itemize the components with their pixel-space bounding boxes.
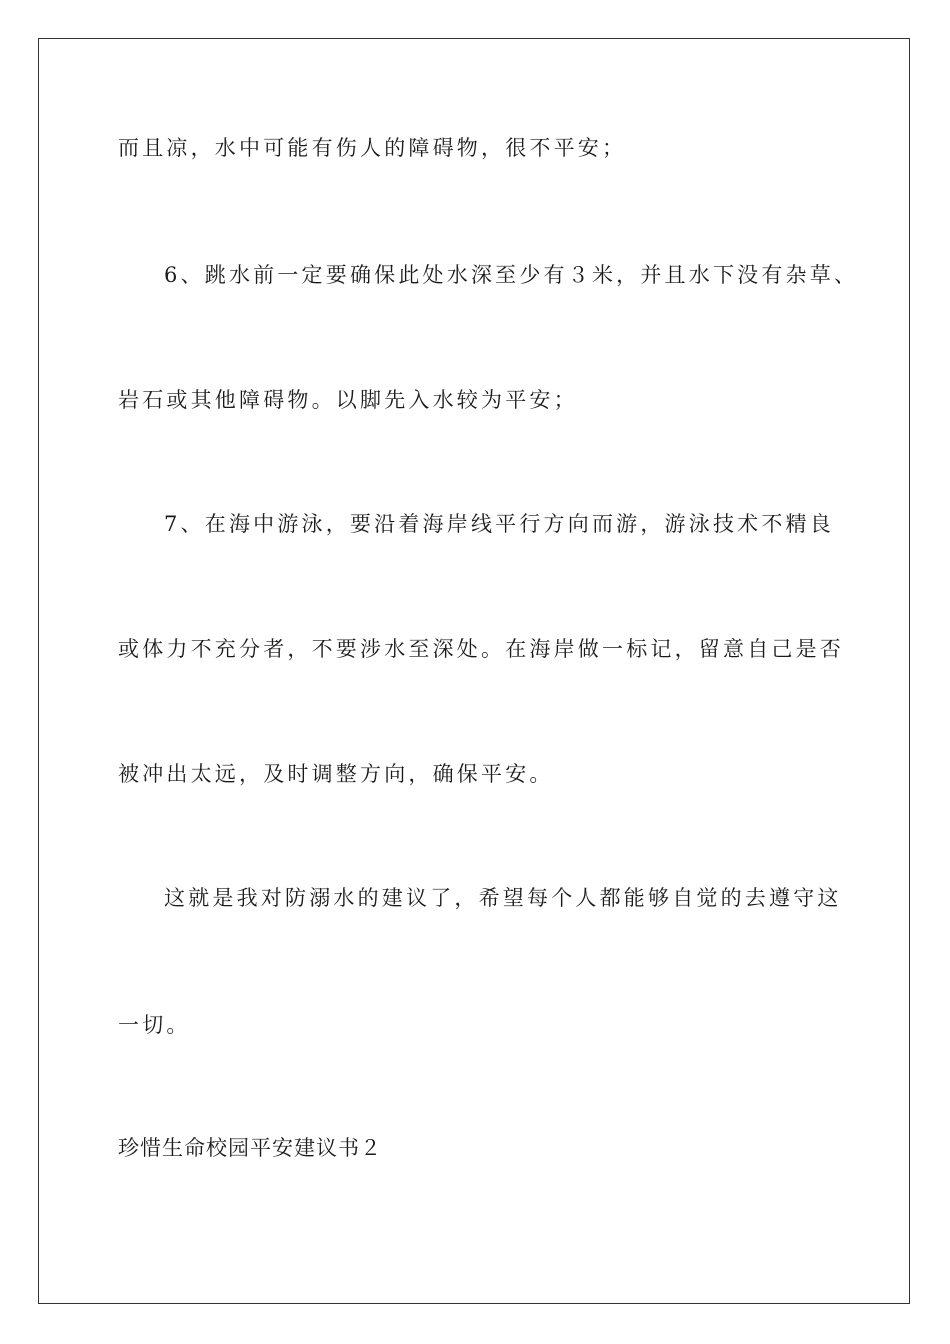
paragraph-line-8: 一切。 [118,1013,191,1037]
paragraph-line-5: 或体力不充分者，不要涉水至深处。在海岸做一标记，留意自己是否 [118,637,844,661]
page-border [38,38,910,1304]
paragraph-line-1: 而且凉，水中可能有伤人的障碍物，很不平安； [118,136,627,160]
paragraph-line-3: 岩石或其他障碍物。以脚先入水较为平安； [118,388,578,412]
section-heading: 珍惜生命校园平安建议书２ [118,1136,382,1160]
paragraph-line-2: 6、跳水前一定要确保此处水深至少有３米，并且水下没有杂草、 [164,263,859,287]
paragraph-line-7: 这就是我对防溺水的建议了，希望每个人都能够自觉的去遵守这 [164,886,842,910]
paragraph-line-6: 被冲出太远，及时调整方向，确保平安。 [118,762,554,786]
paragraph-line-4: 7、在海中游泳，要沿着海岸线平行方向而游，游泳技术不精良 [164,512,834,536]
